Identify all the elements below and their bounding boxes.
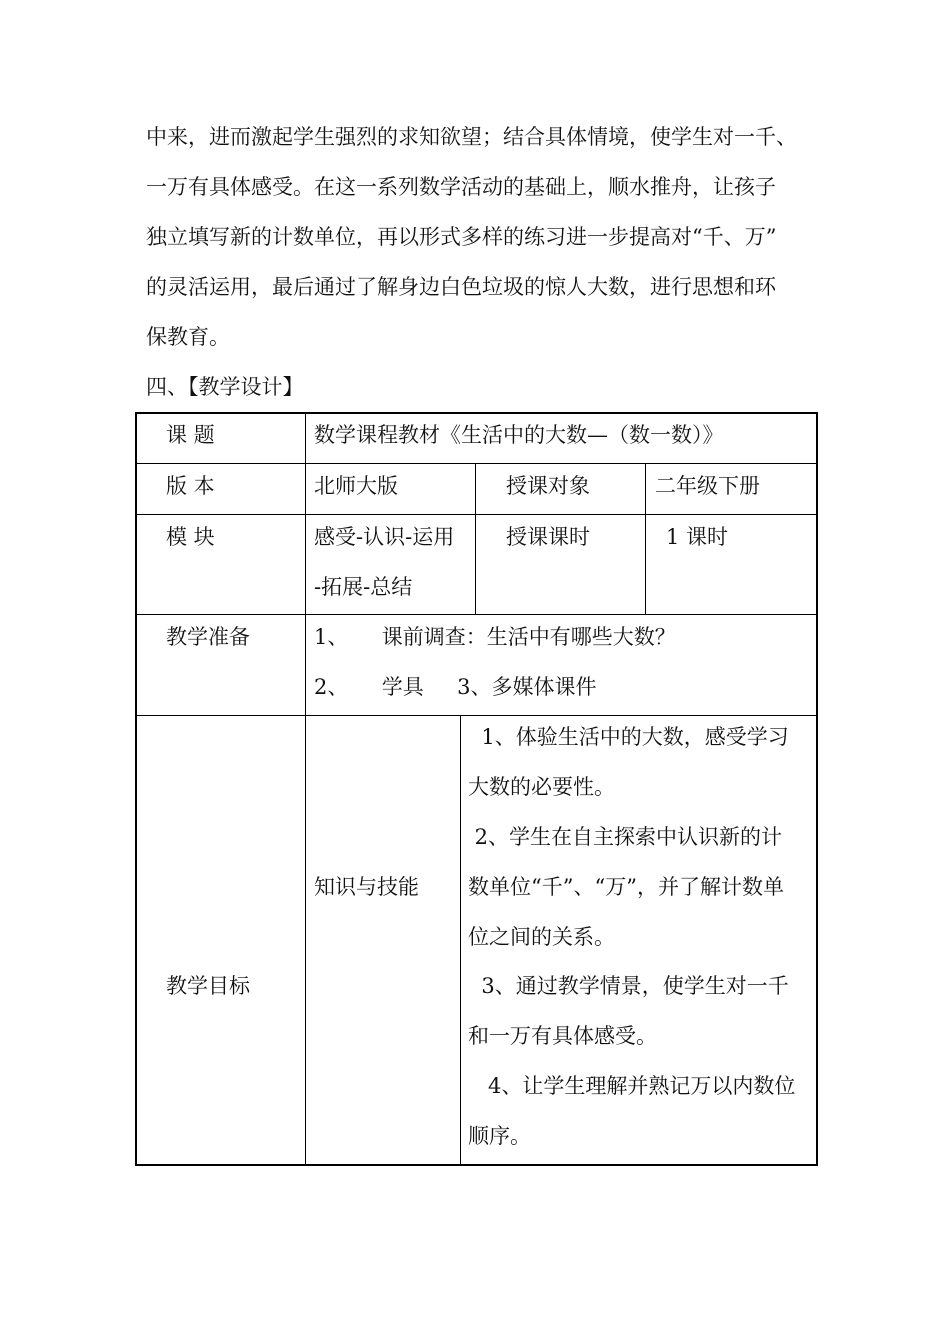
table-col-divider: [475, 463, 476, 614]
section-heading: 四、【教学设计】: [146, 375, 304, 399]
goal-line: 4、让学生理解并熟记万以内数位: [468, 1074, 796, 1098]
paragraph-line: 独立填写新的计数单位，再以形式多样的练习进一步提高对“千、万”: [146, 225, 777, 249]
edition-label: 版 本: [166, 474, 215, 498]
prep-label: 教学准备: [166, 625, 250, 649]
audience-label: 授课对象: [506, 474, 590, 498]
module-value: 感受-认识-运用: [314, 525, 455, 549]
table-border-left: [135, 412, 137, 1166]
goal-line: 3、通过教学情景，使学生对一千: [468, 974, 789, 998]
table-rule: [135, 463, 818, 464]
knowledge-skills-label: 知识与技能: [314, 875, 419, 899]
paragraph-line: 保教育。: [146, 325, 230, 349]
goal-line: 顺序。: [468, 1124, 531, 1148]
module-value: -拓展-总结: [314, 575, 413, 599]
goal-line: 大数的必要性。: [468, 775, 615, 799]
table-border-right: [816, 412, 818, 1166]
hours-label: 授课课时: [506, 525, 590, 549]
lesson-design-table: [135, 412, 818, 1166]
goal-line: 1、体验生活中的大数，感受学习: [468, 725, 789, 749]
table-col-divider: [305, 412, 306, 1166]
topic-label: 课 题: [166, 423, 215, 447]
goal-line: 2、学生在自主探索中认识新的计: [468, 825, 783, 849]
prep-item: 2、 学具 3、多媒体课件: [314, 675, 597, 699]
hours-value: 1 课时: [666, 525, 729, 549]
goal-line: 和一万有具体感受。: [468, 1024, 657, 1048]
module-label: 模 块: [166, 525, 215, 549]
audience-value: 二年级下册: [655, 474, 760, 498]
table-border-bottom: [135, 1164, 818, 1166]
intro-paragraph: [146, 118, 816, 368]
goal-line: 位之间的关系。: [468, 925, 615, 949]
paragraph-line: 的灵活运用，最后通过了解身边白色垃圾的惊人大数，进行思想和环: [146, 275, 776, 299]
table-col-divider: [645, 463, 646, 614]
table-border-top: [135, 412, 818, 414]
table-rule: [135, 614, 818, 615]
paragraph-line: 中来，进而激起学生强烈的求知欲望；结合具体情境，使学生对一千、: [146, 125, 797, 149]
prep-item: 1、 课前调查：生活中有哪些大数？: [314, 625, 676, 649]
table-rule: [135, 514, 818, 515]
table-col-divider: [460, 715, 461, 1166]
topic-value: 数学课程教材《生活中的大数—（数一数）》: [314, 423, 724, 447]
goal-line: 数单位“千”、“万”，并了解计数单: [468, 875, 784, 899]
table-rule: [135, 715, 818, 716]
goals-label: 教学目标: [166, 974, 250, 998]
paragraph-line: 一万有具体感受。在这一系列数学活动的基础上，顺水推舟，让孩子: [146, 175, 776, 199]
edition-value: 北师大版: [314, 474, 398, 498]
